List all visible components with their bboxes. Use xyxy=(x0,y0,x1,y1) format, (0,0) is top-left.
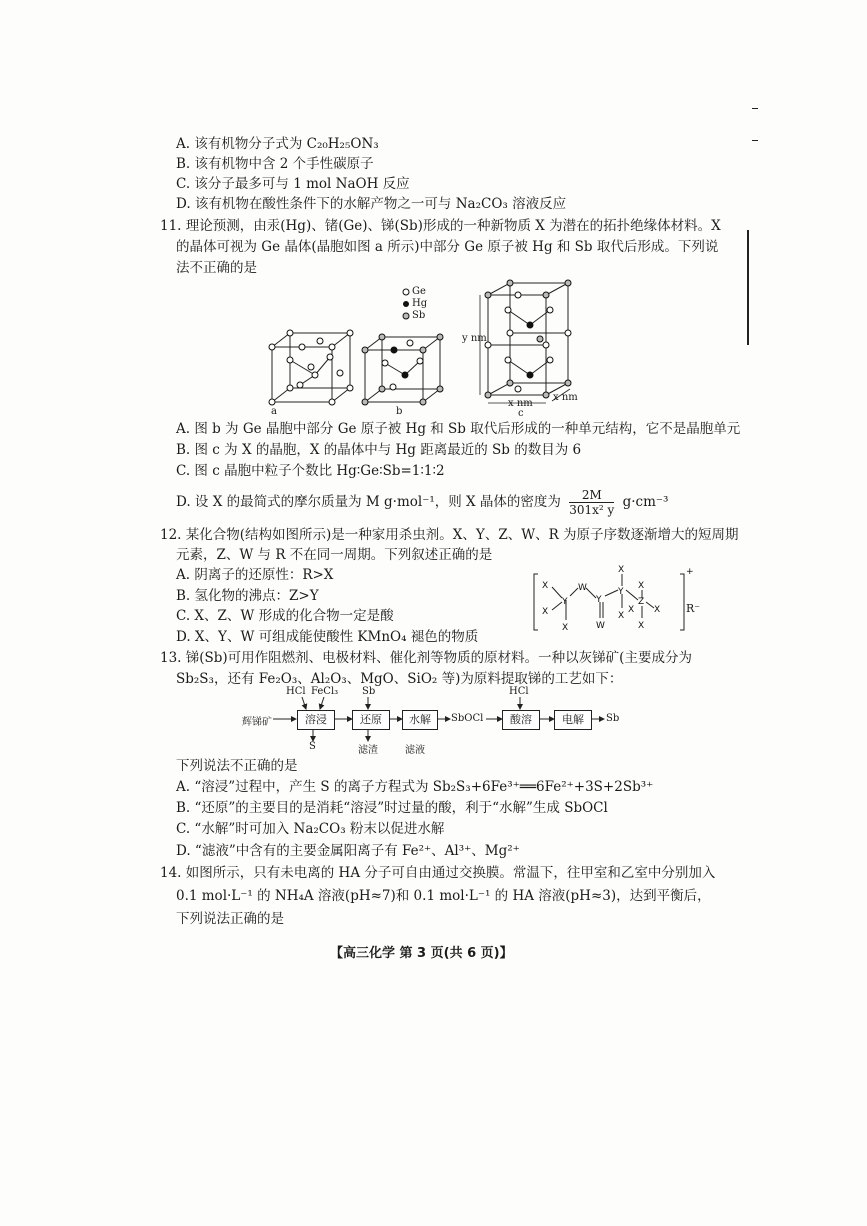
step-hydrolysis: 水解 xyxy=(402,710,438,730)
svg-text:X: X xyxy=(562,623,569,633)
fig-label-c: c xyxy=(518,408,524,419)
flow-input-hcl: HCl xyxy=(286,686,306,697)
flow-end-product: Sb xyxy=(606,713,620,724)
q14-stem-2: 0.1 mol·L⁻¹ 的 NH₄A 溶液(pH≈7)和 0.1 mol·L⁻¹ 的 HA 溶液(pH≈3)，达到平衡后， xyxy=(176,888,711,904)
q11-option-d xyxy=(176,488,668,517)
dim-y: y nm xyxy=(462,333,487,344)
legend-ge: Ge xyxy=(412,286,426,297)
cell-a-atoms xyxy=(269,330,353,405)
flow-mid-product: SbOCl xyxy=(451,713,484,724)
q11-density-denominator: 301x² y xyxy=(569,503,615,517)
flow-input-hcl-2: HCl xyxy=(509,686,529,697)
scan-mark xyxy=(752,140,758,141)
q14-stem-3: 下列说法正确的是 xyxy=(176,911,284,927)
svg-text:Y: Y xyxy=(618,587,624,597)
q13-option-d: D. “滤液”中含有的主要金属阳离子有 Fe²⁺、Al³⁺、Mg²⁺ xyxy=(176,843,520,859)
svg-text:X: X xyxy=(654,605,661,615)
fig-label-a: a xyxy=(271,406,277,417)
q11-stem-1: 11. 理论预测，由汞(Hg)、锗(Ge)、锑(Sb)形成的一种新物质 X 为潜在的拓扑绝缘体材料。X xyxy=(160,218,721,234)
flow-output-residue: 滤渣 xyxy=(358,745,378,756)
flow-output-filtrate: 滤液 xyxy=(405,745,425,756)
fig-label-b: b xyxy=(396,406,403,417)
legend-hg: Hg xyxy=(412,298,428,309)
cell-b xyxy=(365,337,440,402)
step-reduce: 还原 xyxy=(352,710,390,730)
svg-text:X: X xyxy=(618,565,625,575)
dim-x1: x nm xyxy=(508,398,533,409)
scan-mark xyxy=(752,108,758,109)
q11-density-numerator: 2M xyxy=(569,488,614,503)
q13-prompt: 下列说法不正确的是 xyxy=(176,758,298,774)
svg-text:X: X xyxy=(618,611,625,621)
q12-stem-1: 12. 某化合物(结构如图所示)是一种家用杀虫剂。X、Y、Z、W、R 为原子序数逐渐增大的短周期 xyxy=(160,527,739,543)
q13-option-a: A. “溶浸”过程中，产生 S 的离子方程式为 Sb₂S₃+6Fe³⁺══6Fe²⁺+3S+2Sb³⁺ xyxy=(176,779,654,795)
q12-option-c: C. X、Z、W 形成的化合物一定是酸 xyxy=(176,608,394,624)
flow-input-sb: Sb xyxy=(362,686,376,697)
flow-start: 辉锑矿 xyxy=(242,717,272,728)
compound-structure xyxy=(530,560,705,640)
q11-stem-3: 法不正确的是 xyxy=(176,260,257,276)
svg-text:Z: Z xyxy=(638,597,645,607)
svg-text:Y: Y xyxy=(562,597,568,607)
q11-option-a: A. 图 b 为 Ge 晶胞中部分 Ge 原子被 Hg 和 Sb 取代后形成的一种单元结构，它不是晶胞单元 xyxy=(176,421,741,437)
step-acid-dissolve: 酸溶 xyxy=(502,710,540,730)
q11-option-c: C. 图 c 晶胞中粒子个数比 Hg∶Ge∶Sb=1∶1∶2 xyxy=(176,463,445,479)
q14-stem-1: 14. 如图所示，只有未电离的 HA 分子可自由通过交换膜。常温下，往甲室和乙室中分别加入 xyxy=(160,865,716,881)
q12-stem-2: 元素，Z、W 与 R 不在同一周期。下列叙述正确的是 xyxy=(176,547,493,563)
q11-stem-2: 的晶体可视为 Ge 晶体(晶胞如图 a 所示)中部分 Ge 原子被 Hg 和 Sb 取代后形成。下列说 xyxy=(176,239,719,255)
flow-output-s: S xyxy=(309,741,316,752)
dim-x2: x nm xyxy=(553,392,578,403)
legend-sb: Sb xyxy=(412,310,426,321)
q12-option-d: D. X、Y、W 可组成能使酸性 KMnO₄ 褪色的物质 xyxy=(176,629,479,645)
step-electrolysis: 电解 xyxy=(554,710,592,730)
scan-mark xyxy=(747,230,749,345)
q12-option-a: A. 阴离子的还原性：R>X xyxy=(176,567,334,583)
q12-option-b: B. 氢化物的沸点：Z>Y xyxy=(176,588,319,604)
q13-stem-1: 13. 锑(Sb)可用作阻燃剂、电极材料、催化剂等物质的原材料。一种以灰锑矿(主要成分为 xyxy=(160,650,692,666)
svg-text:+: + xyxy=(686,567,694,577)
svg-text:X: X xyxy=(542,607,549,617)
prev-option-a: A. 该有机物分子式为 C₂₀H₂₅ON₃ xyxy=(176,136,379,152)
legend xyxy=(403,289,409,319)
svg-text:Y: Y xyxy=(596,595,602,605)
page-footer: 【高三化学 第 3 页(共 6 页)】 xyxy=(330,946,513,961)
svg-text:X: X xyxy=(638,581,645,591)
prev-option-b: B. 该有机物中含 2 个手性碳原子 xyxy=(176,156,374,172)
svg-text:X: X xyxy=(628,605,635,615)
prev-option-c: C. 该分子最多可与 1 mol NaOH 反应 xyxy=(176,176,410,192)
step-dissolve: 溶浸 xyxy=(297,710,335,730)
q13-option-c: C. “水解”时可加入 Na₂CO₃ 粉末以促进水解 xyxy=(176,821,445,837)
svg-text:X: X xyxy=(542,581,549,591)
svg-text:W: W xyxy=(578,583,587,593)
prev-option-d: D. 该有机物在酸性条件下的水解产物之一可与 Na₂CO₃ 溶液反应 xyxy=(176,196,567,212)
q13-option-b: B. “还原”的主要目的是消耗“溶浸”时过量的酸，利于“水解”生成 SbOCl xyxy=(176,800,608,816)
cell-b-atoms xyxy=(362,334,443,405)
q11-option-d-prefix: D. 设 X 的最简式的摩尔质量为 M g·mol⁻¹，则 X 晶体的密度为 xyxy=(176,494,561,510)
q13-stem-2: Sb₂S₃，还有 Fe₂O₃、Al₂O₃、MgO、SiO₂ 等)为原料提取锑的工艺如下： xyxy=(176,671,623,687)
q11-option-d-unit: g·cm⁻³ xyxy=(622,494,669,510)
svg-text:X: X xyxy=(638,621,645,631)
svg-text:W: W xyxy=(596,621,605,631)
cell-c xyxy=(488,283,568,395)
cell-c-atoms xyxy=(485,280,571,398)
q11-option-b: B. 图 c 为 X 的晶胞，X 的晶体中与 Hg 距离最近的 Sb 的数目为 6 xyxy=(176,442,582,458)
anion-r: R⁻ xyxy=(686,602,701,615)
flow-input-fecl3: FeCl₃ xyxy=(311,686,339,697)
